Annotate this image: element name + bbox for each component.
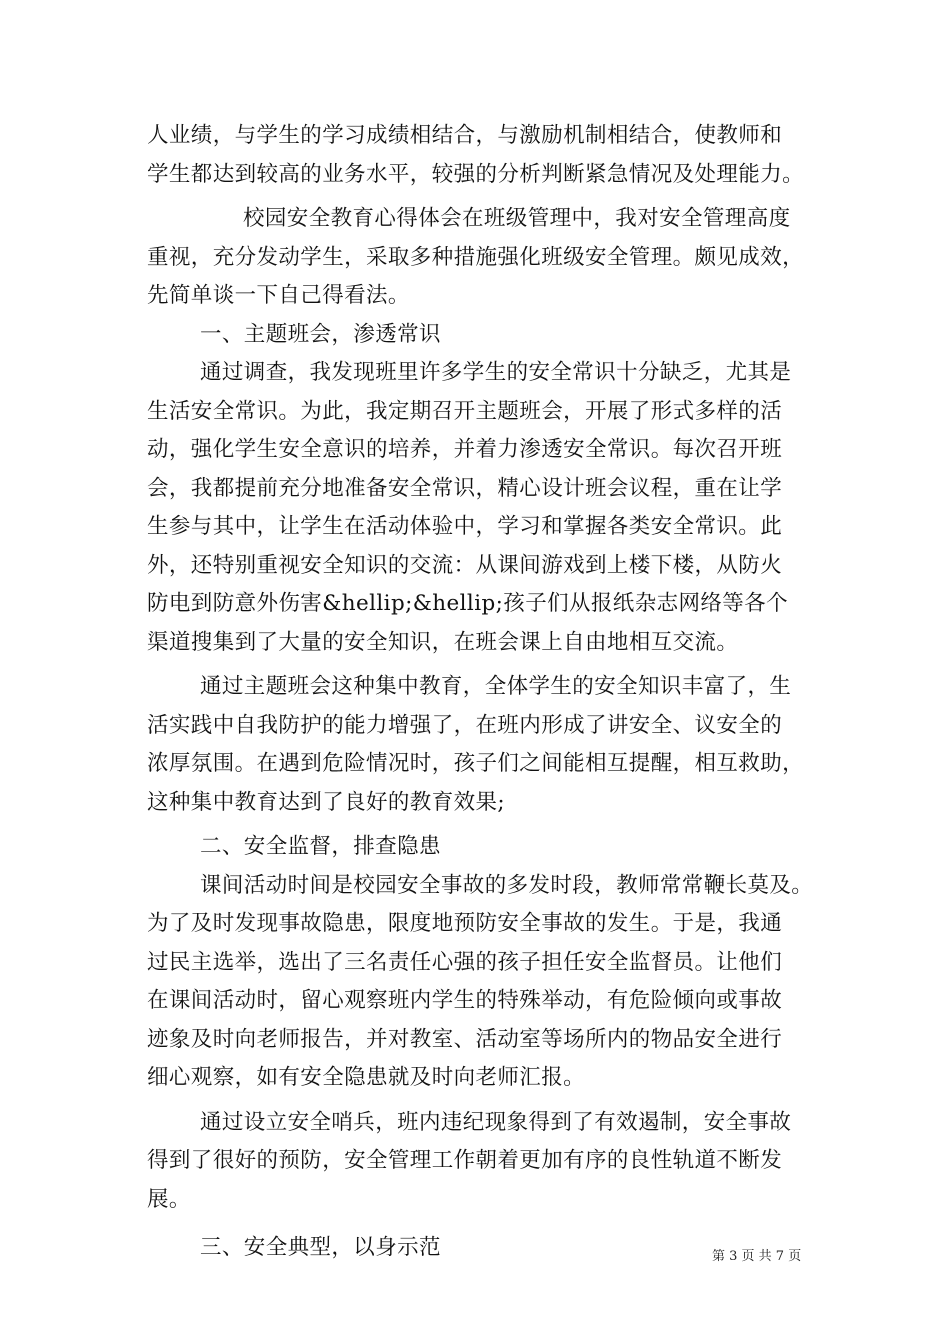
- section-heading: 二、安全监督，排查隐患: [200, 834, 441, 859]
- text-line: 得到了很好的预防，安全管理工作朝着更加有序的良性轨道不断发: [147, 1148, 783, 1173]
- text-line: 迹象及时向老师报告，并对教室、活动室等场所内的物品安全进行: [147, 1026, 783, 1052]
- text-line: 课间活动时间是校园安全事故的多发时段，教师常常鞭长莫及。: [200, 872, 814, 898]
- text-line: 通过主题班会这种集中教育，全体学生的安全知识丰富了，生: [200, 674, 792, 699]
- text-line: 细心观察，如有安全隐患就及时向老师汇报。: [147, 1065, 586, 1090]
- text-line: 先简单谈一下自己得看法。: [147, 283, 410, 308]
- text-line: 会，我都提前充分地准备安全常识，精心设计班会议程，重在让学: [147, 475, 783, 501]
- text-line: 活实践中自我防护的能力增强了，在班内形成了讲安全、议安全的: [147, 712, 783, 738]
- text-line: 重视，充分发动学生，采取多种措施强化班级安全管理。颇见成效，: [147, 244, 805, 270]
- text-line: 生参与其中，让学生在活动体验中，学习和掌握各类安全常识。此: [147, 514, 783, 539]
- text-line: 动，强化学生安全意识的培养，并着力渗透安全常识。每次召开班: [147, 437, 783, 462]
- text-line: 人业绩，与学生的学习成绩相结合，与激励机制相结合，使教师和: [147, 123, 783, 148]
- text-line: 这种集中教育达到了良好的教育效果;: [147, 789, 506, 815]
- text-line: 校园安全教育心得体会在班级管理中，我对安全管理高度: [243, 206, 791, 231]
- section-heading: 三、安全典型，以身示范: [200, 1235, 441, 1260]
- text-line: 防电到防意外伤害&hellip;&hellip;孩子们从报纸杂志网络等各个: [147, 591, 788, 616]
- text-line: 通过设立安全哨兵，班内违纪现象得到了有效遏制，安全事故: [200, 1109, 792, 1135]
- document-body: [147, 117, 827, 1268]
- text-line: 在课间活动时，留心观察班内学生的特殊举动，有危险倾向或事故: [147, 988, 783, 1013]
- text-line: 展。: [147, 1186, 191, 1212]
- text-line: 为了及时发现事故隐患，限度地预防安全事故的发生。于是，我通: [147, 911, 783, 936]
- text-line: 通过调查，我发现班里许多学生的安全常识十分缺乏，尤其是: [200, 360, 792, 385]
- text-line: 渠道搜集到了大量的安全知识，在班会课上自由地相互交流。: [147, 629, 739, 655]
- text-line: 生活安全常识。为此，我定期召开主题班会，开展了形式多样的活: [147, 398, 783, 424]
- section-heading: 一、主题班会，渗透常识: [200, 321, 441, 347]
- text-line: 学生都达到较高的业务水平，较强的分析判断紧急情况及处理能力。: [147, 161, 805, 187]
- text-line: 外，还特别重视安全知识的交流：从课间游戏到上楼下楼，从防火: [147, 552, 783, 578]
- page-number: 第 3 页 共 7 页: [712, 1249, 802, 1264]
- text-line: 浓厚氛围。在遇到危险情况时，孩子们之间能相互提醒，相互救助，: [147, 751, 805, 776]
- text-line: 过民主选举，选出了三名责任心强的孩子担任安全监督员。让他们: [147, 949, 783, 975]
